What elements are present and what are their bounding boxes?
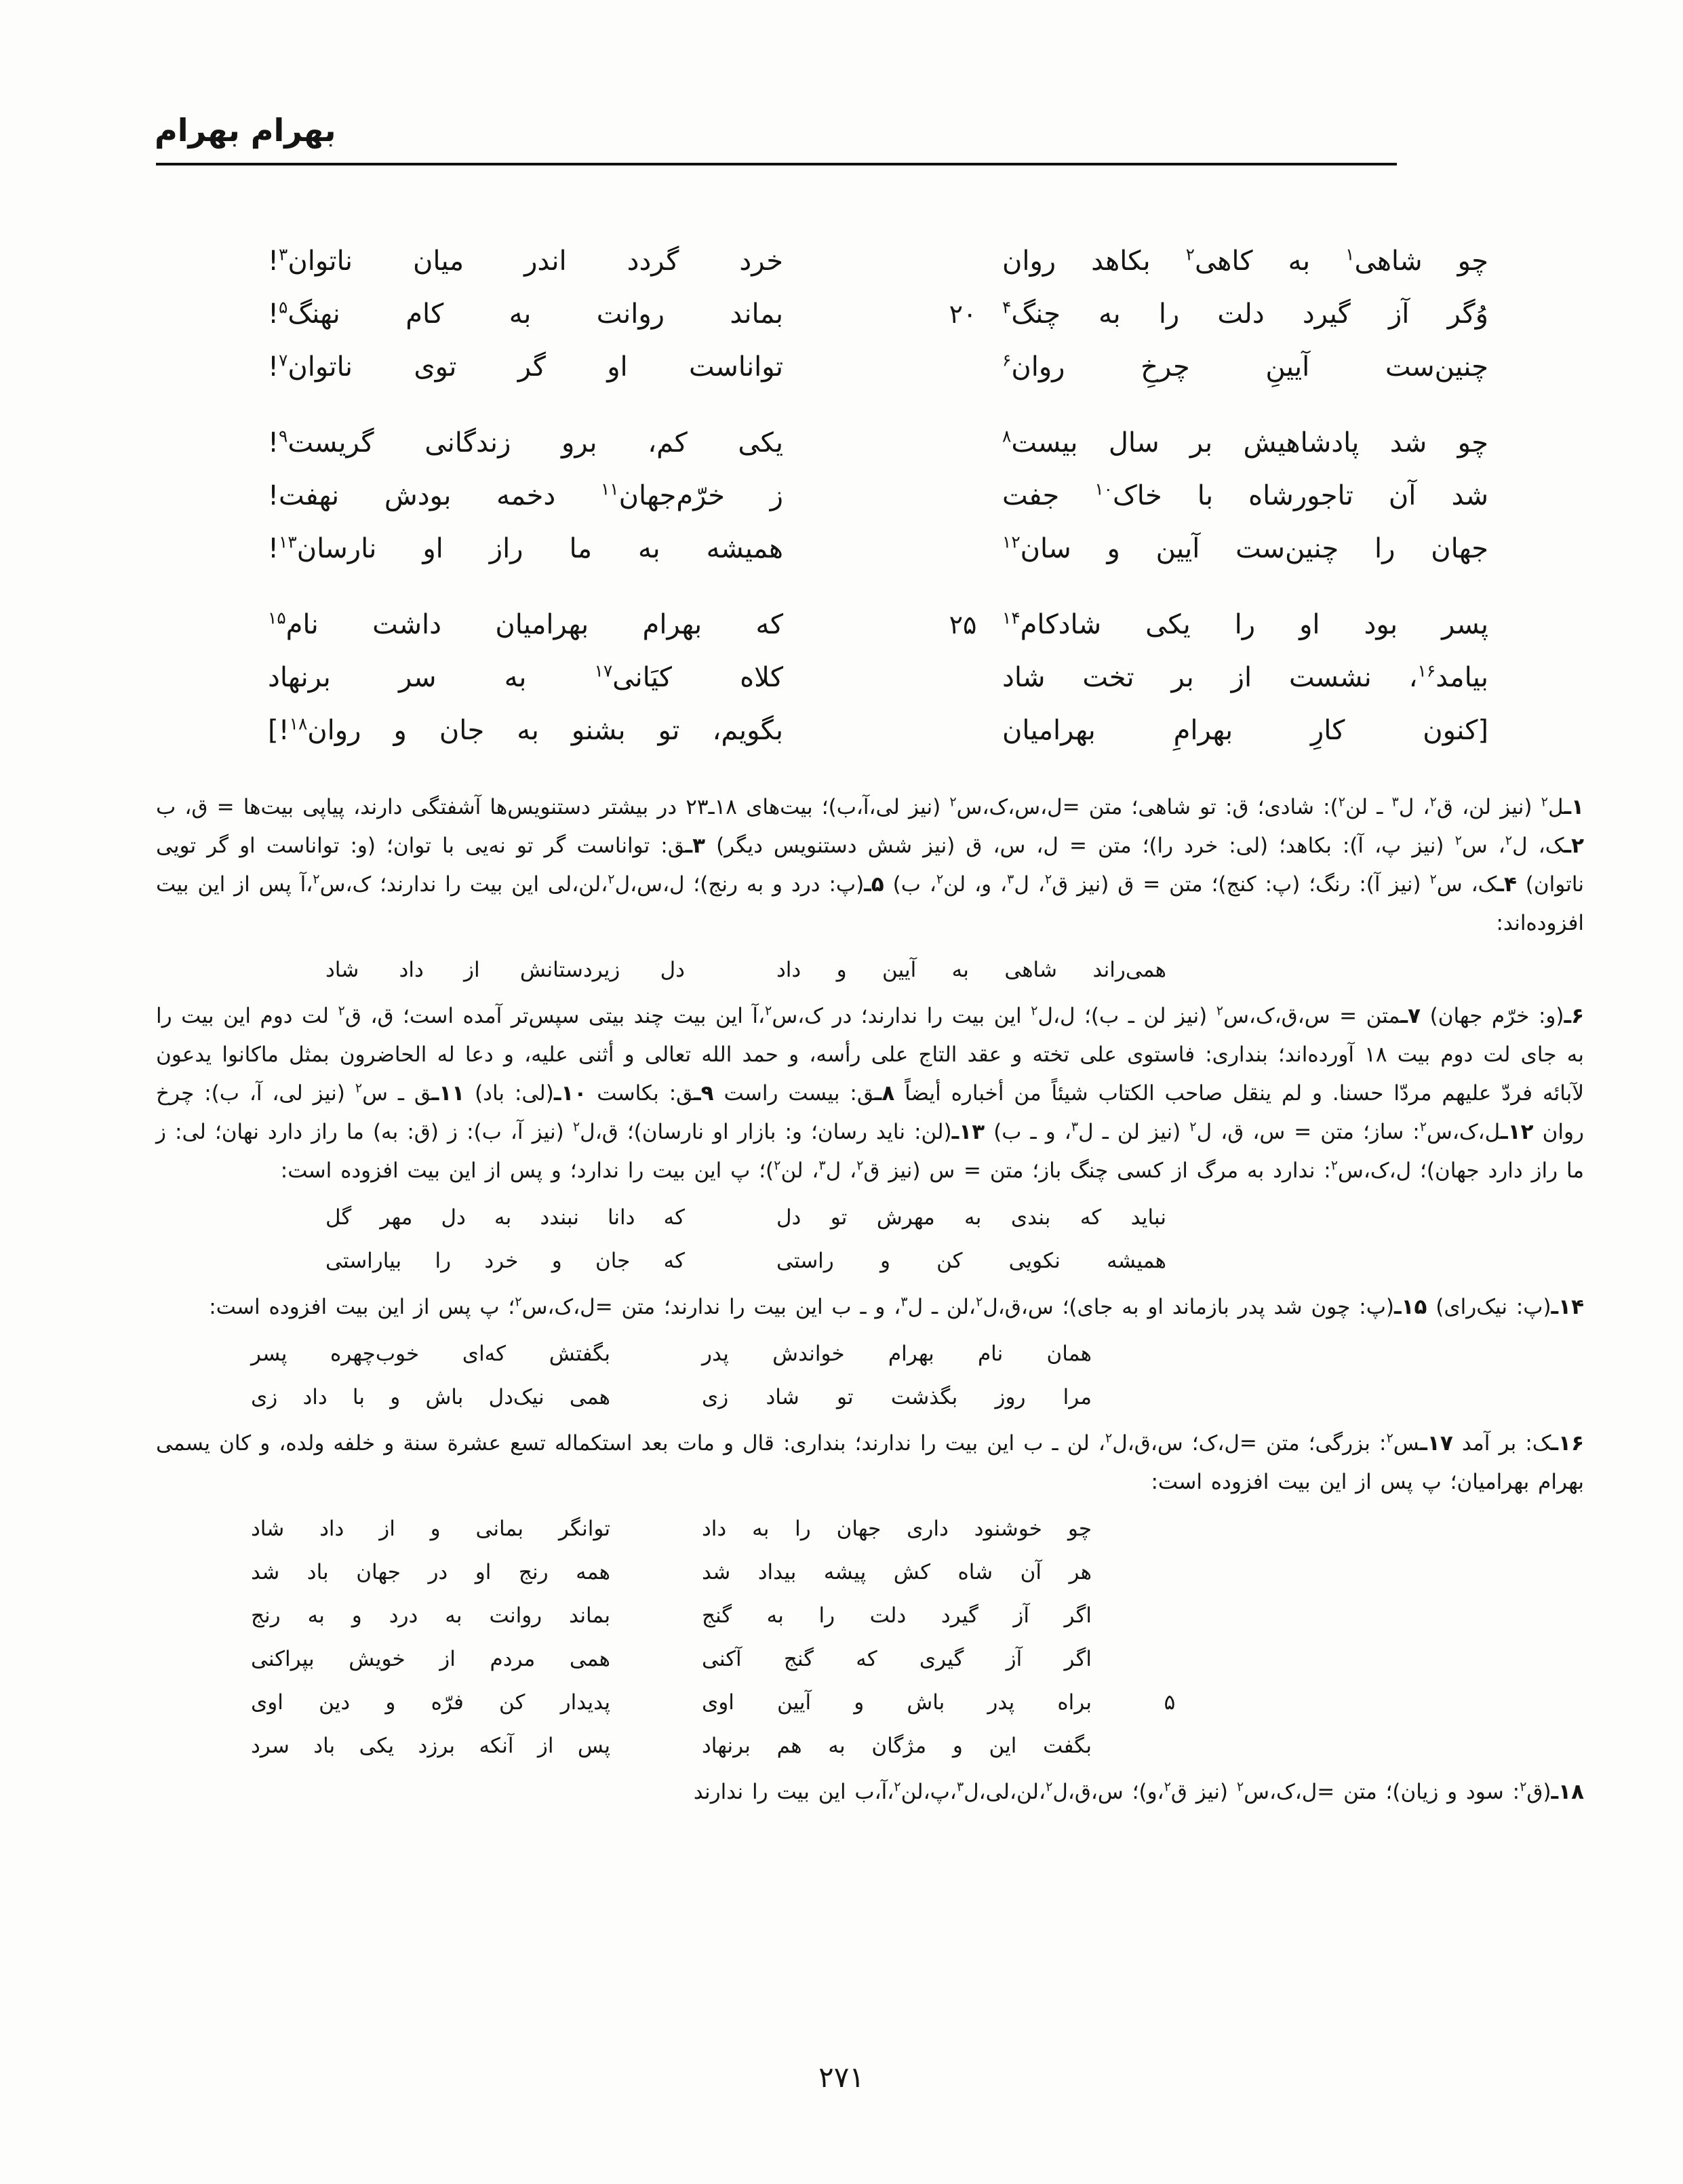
critical-apparatus: [156, 788, 1584, 1812]
couplet-hemistich-right: بگفت این و مژگان به هم برنهاد: [702, 1734, 1092, 1758]
couplet-hemistich-right: همی‌راند شاهی به آیین و داد: [776, 958, 1166, 982]
couplet-row: [156, 1507, 1092, 1551]
verse-row: [268, 340, 1488, 393]
couplet-hemistich-right: مرا روز بگذشت تو شاد زی: [702, 1385, 1092, 1409]
inserted-couplets: [156, 1507, 1584, 1768]
couplet-hemistich-left: همی نیک‌دل باش و با داد زی: [251, 1385, 610, 1409]
hemistich-left: همیشه به ما راز او نارسان$^{۱۳}$!: [268, 532, 783, 564]
couplet-row: [156, 1332, 1092, 1376]
couplet-hemistich-right: اگر آز گیرد دلت را به گنج: [702, 1603, 1092, 1628]
hemistich-left: یکی کم، برو زندگانی گریست$^۹$!: [268, 426, 783, 459]
couplet-hemistich-left: همی مردم از خویش بپراکنی: [251, 1647, 610, 1671]
couplet-number: ۵: [1164, 1690, 1176, 1715]
couplet-row: [156, 948, 1166, 992]
apparatus-paragraph: ۶ـ(و: خرّم جهان) ۷ـمتن = س،ق،ک،س$^۲$ (نیز لن ـ ب)؛ ل،ل$^۲$ این بیت را ندارند؛ در ک،س$^۲$،آ این بیت چند بیتی سپس‌تر آمده است؛ ق، ق$^۲$ لت دوم این بیت را به جای لت دوم بیت ۱۸ آورده‌اند؛ بنداری: فاستوی علی تخته و عقد التاج علی رأسه، و حمد الله تعالی و أثنی علیه، و دعا له الحاضرون بمثل ماکانوا یدعون لآبائه فردّ علیهم مردّا حسنا. و لم ینقل صاحب الکتاب شیئاً من أخباره أیضاً ۸ـق: بیست راست ۹ـق: بکاست ۱۰ـ(لی: باد) ۱۱ـق ـ س$^۲$ (نیز لی، آ، ب): چرخ روان ۱۲ـل،ک،س$^۲$: ساز؛ متن = س، ق، ل$^۲$ (نیز لن ـ ل$^۳$، و ـ ب) ۱۳ـ(لن: ناید رسان؛ و: بازار او نارسان)؛ ق،ل$^۲$ (نیز آ، ب): ز (ق: به) ما راز دارد نهان؛ لی: ز ما راز دارد جهان)؛ ل،ک،س$^۲$: ندارد به مرگ از کسی چنگ باز؛ متن = س (نیز ق$^۲$، ل$^۳$، لن$^۲$)؛ پ این بیت را ندارد؛ و پس از این بیت افزوده است:: [156, 1002, 1584, 1183]
couplet-hemistich-left: همه رنج او در جهان باد شد: [251, 1560, 610, 1584]
couplet-row: [156, 1196, 1166, 1239]
header-rule: [156, 163, 1397, 165]
running-head-title: بهرام بهرام: [155, 112, 336, 149]
couplet-row: [156, 1376, 1092, 1419]
hemistich-right: بیامد$^{۱۶}$، نشست از بر تخت شاد: [1002, 661, 1488, 693]
verse-row: [268, 651, 1488, 704]
hemistich-right: وُگر آز گیرد دلت را به چنگ$^۴$: [1002, 297, 1488, 330]
poem-block: [268, 235, 1488, 757]
couplet-hemistich-left: بگفتش که‌ای خوب‌چهره پسر: [251, 1342, 610, 1366]
inserted-couplets: [156, 1332, 1584, 1419]
couplet-hemistich-left: بماند روانت به درد و به رنج: [251, 1603, 610, 1628]
hemistich-left: تواناست او گر توی ناتوان$^۷$!: [268, 350, 783, 383]
apparatus-paragraph: ۱۶ـک: بر آمد ۱۷ـس$^۲$: بزرگی؛ متن =ل،ک؛ س،ق،ل$^۲$، لن ـ ب این بیت را ندارند؛ بنداری: قال و مات بعد استکماله تسع عشرة سنة و خلفه ولده، و کان یسمی بهرام بهرامیان؛ پ پس از این بیت افزوده است:: [156, 1430, 1584, 1494]
verse-row: [268, 469, 1488, 522]
stanza-gap: [268, 393, 1488, 416]
hemistich-left: کلاه کیَانی$^{۱۷}$ به سر برنهاد: [268, 661, 783, 693]
hemistich-right: چو شد پادشاهیش بر سال بیست$^۸$: [1002, 426, 1488, 459]
hemistich-right: جهان را چنین‌ست آیین و سان$^{۱۲}$: [1002, 532, 1488, 564]
hemistich-right: چو شاهی$^۱$ به کاهی$^۲$ بکاهد روان: [1002, 244, 1488, 277]
hemistich-left: بگویم، تو بشنو به جان و روان$^{۱۸}$!]: [268, 714, 783, 746]
hemistich-left: بماند روانت به کام نهنگ$^۵$!: [268, 297, 783, 330]
couplet-row: [156, 1681, 1176, 1724]
hemistich-right: پسر بود او را یکی شادکام$^{۱۴}$: [1002, 608, 1488, 640]
hemistich-right: چنین‌ست آیینِ چرخِ روان$^۶$: [1002, 350, 1488, 383]
verse-row: [268, 704, 1488, 757]
couplet-hemistich-left: دل زیردستانش از داد شاد: [325, 958, 685, 982]
hemistich-left: که بهرام بهرامیان داشت نام$^{۱۵}$: [268, 608, 783, 640]
couplet-hemistich-left: که دانا نبندد به دل مهر گل: [325, 1205, 685, 1230]
verse-row: [268, 598, 1488, 651]
inserted-couplets: [156, 1196, 1584, 1283]
verse-row: [268, 235, 1488, 288]
couplet-row: [156, 1551, 1092, 1594]
couplet-hemistich-left: که جان و خرد را بیاراستی: [325, 1249, 685, 1273]
couplet-hemistich-right: هر آن شاه کش پیشه بیداد شد: [702, 1560, 1092, 1584]
couplet-hemistich-right: همیشه نکویی کن و راستی: [776, 1249, 1166, 1273]
page-number: ۲۷۱: [818, 2061, 865, 2094]
hemistich-left: خرد گردد اندر میان ناتوان$^۳$!: [268, 244, 783, 277]
couplet-row: [156, 1239, 1166, 1283]
hemistich-right: شد آن تاجورشاه با خاک$^{۱۰}$ جفت: [1002, 479, 1489, 511]
verse-number: ۲۰: [949, 299, 977, 329]
inserted-couplets: [156, 948, 1584, 992]
apparatus-paragraph: ۱ـل$^۲$ (نیز لن، ق$^۲$، ل$^۳$ ـ لن$^۲$): شادی؛ ق: تو شاهی؛ متن =ل،س،ک،س$^۲$ (نیز لی،آ،ب)؛ بیت‌های ۱۸ـ۲۳ در بیشتر دستنویس‌ها آشفتگی دارند، پیاپی بیت‌ها = ق، ب ۲ـک، ل$^۲$، س$^۲$ (نیز پ، آ): بکاهد؛ (لی: خرد را)؛ متن = ل، س، ق (نیز شش دستنویس دیگر) ۳ـق: تواناست گر تو نه‌یی با توان؛ (و: تواناست او گر تویی ناتوان) ۴ـک، س$^۲$ (نیز آ): رنگ؛ (پ: کنج)؛ متن = ق (نیز ق$^۲$، ل$^۳$، و، لن$^۲$، ب) ۵ـ(پ: درد و به رنج)؛ ل،س،ل$^۲$،لن،لی این بیت را ندارند؛ ک،س$^۲$،آ پس از این بیت افزوده‌اند:: [156, 794, 1585, 935]
hemistich-left: ز خرّم‌جهان$^{۱۱}$ دخمه بودش نهفت!: [268, 479, 783, 511]
hemistich-right: [کنون کارِ بهرامِ بهرامیان: [1002, 715, 1488, 746]
apparatus-paragraph: ۱۴ـ(پ: نیک‌رای) ۱۵ـ(پ: چون شد پدر بازماند او به جای)؛ س،ق،ل$^۲$،لن ـ ل$^۳$، و ـ ب این بیت را ندارند؛ متن =ل،ک،س$^۲$؛ پ پس از این بیت افزوده است:: [209, 1293, 1584, 1319]
verse-row: [268, 522, 1488, 575]
couplet-hemistich-right: چو خوشنود داری جهان را به داد: [702, 1517, 1092, 1541]
couplet-row: [156, 1594, 1092, 1637]
couplet-hemistich-right: همان نام بهرام خواندش پدر: [702, 1342, 1092, 1366]
couplet-row: [156, 1724, 1092, 1768]
couplet-hemistich-right: اگر آز گیری که گنج آکنی: [702, 1647, 1092, 1671]
couplet-row: [156, 1637, 1092, 1681]
couplet-hemistich-left: پدیدار کن فرّه و دین اوی: [251, 1690, 610, 1715]
couplet-hemistich-left: توانگر بمانی و از داد شاد: [251, 1517, 610, 1541]
couplet-hemistich-right: براه پدر باش و آیین اوی: [702, 1690, 1092, 1715]
couplet-hemistich-right: نباید که بندی به مهرش تو دل: [776, 1205, 1166, 1230]
verse-row: [268, 288, 1488, 340]
stanza-gap: [268, 575, 1488, 598]
apparatus-paragraph: ۱۸ـ(ق$^۲$: سود و زیان)؛ متن =ل،ک،س$^۲$ (نیز ق$^۲$،و)؛ س،ق،ل$^۲$،لن،لی،ل$^۳$،پ،لن$^۲$،آ،ب این بیت را ندارند: [693, 1778, 1584, 1804]
verse-number: ۲۵: [949, 610, 977, 640]
couplet-hemistich-left: پس از آنکه برزد یکی باد سرد: [251, 1734, 610, 1758]
verse-row: [268, 416, 1488, 469]
